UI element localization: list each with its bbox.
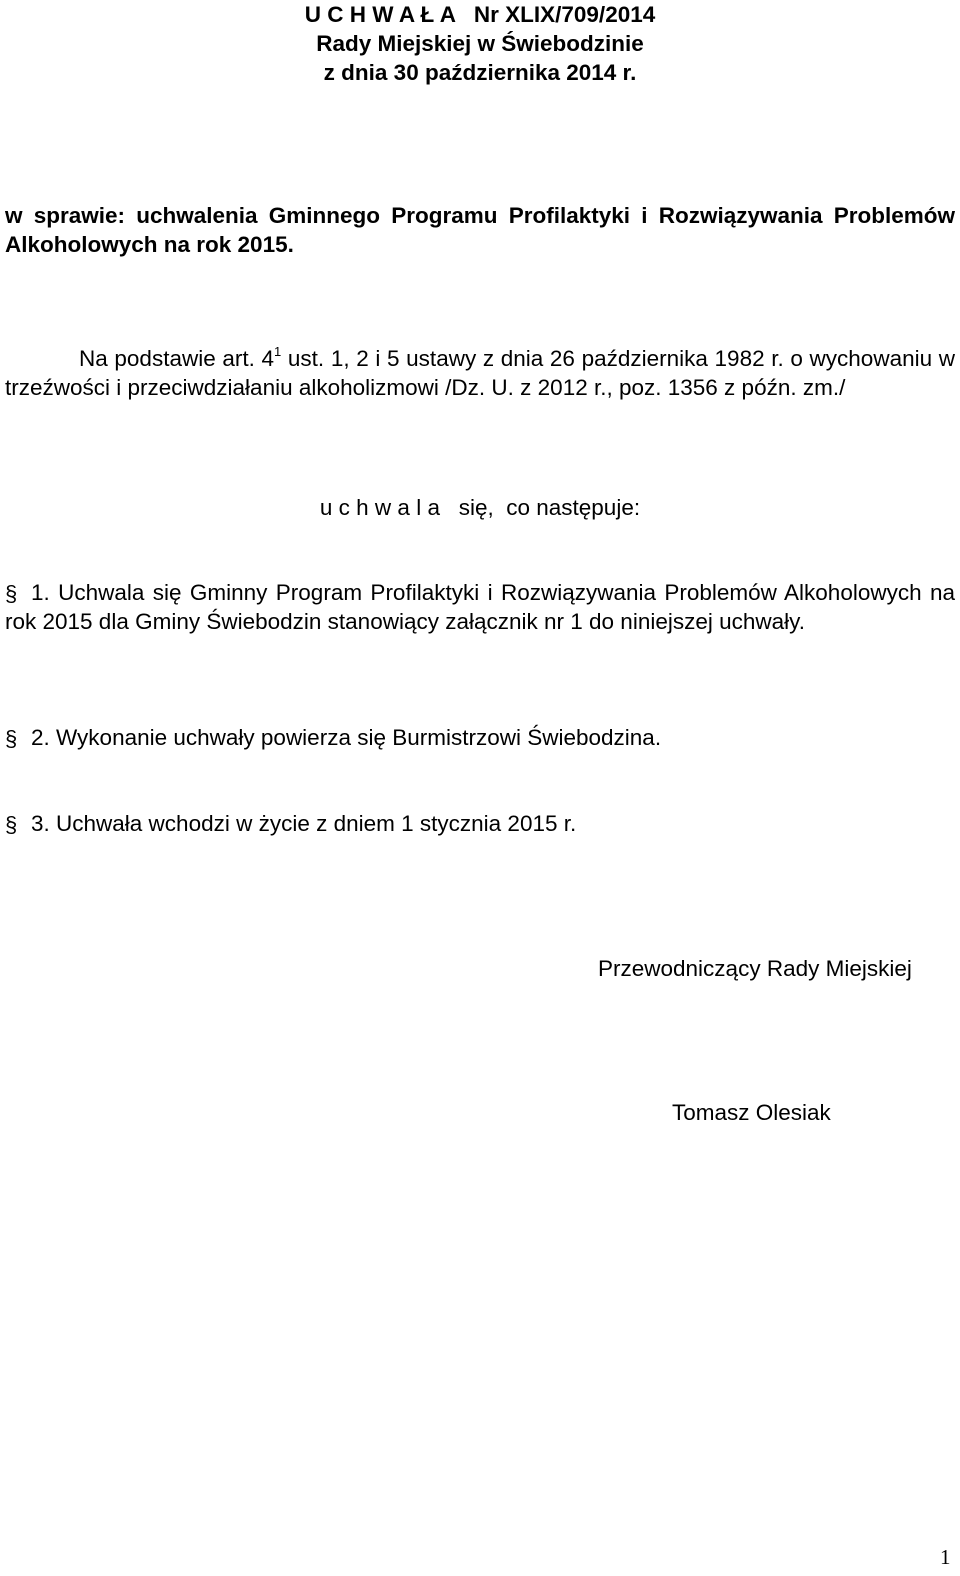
resolution-date: z dnia 30 października 2014 r.	[323, 60, 637, 85]
legal-basis-text: ust. 1, 2 i 5 ustawy z dnia 26 października 1982 r. o wychowaniu w trzeźwości i przeciwdziałaniu alkoholizmowi /Dz. U. z 2012 r., poz. 1356 z późn. zm./	[5, 346, 955, 400]
resolution-subject: w sprawie: uchwalenia Gminnego Programu Profilaktyki i Rozwiązywania Problemów Alkoholowych na rok 2015.	[5, 203, 955, 257]
council-name: Rady Miejskiej w Świebodzinie	[316, 31, 644, 56]
signatory-name: Tomasz Olesiak	[672, 1100, 831, 1125]
paragraph-2	[5, 723, 955, 752]
legal-basis-prefix: Na podstawie art. 4	[79, 346, 275, 371]
legal-basis-superscript: 1	[274, 343, 282, 359]
signatory-title: Przewodniczący Rady Miejskiej	[598, 956, 912, 981]
paragraph-1	[5, 578, 955, 636]
page-number: 1	[940, 1545, 951, 1569]
resolution-formula: u c h w a l a się, co następuje:	[319, 495, 641, 520]
paragraph-3	[5, 809, 955, 838]
paragraph-text: 3. Uchwała wchodzi w życie z dniem 1 stycznia 2015 r.	[31, 811, 577, 836]
section-mark: §	[5, 581, 18, 606]
legal-basis	[5, 344, 955, 402]
section-mark: §	[5, 726, 18, 751]
resolution-header	[0, 0, 960, 87]
paragraph-text: 2. Wykonanie uchwały powierza się Burmistrzowi Świebodzina.	[31, 725, 662, 750]
section-mark: §	[5, 812, 18, 837]
resolution-number: U C H W A Ł A Nr XLIX/709/2014	[304, 2, 656, 27]
paragraph-text: 1. Uchwala się Gminny Program Profilaktyki i Rozwiązywania Problemów Alkoholowych na rok 2015 dla Gminy Świebodzin stanowiący załącznik nr 1 do niniejszej uchwały.	[5, 580, 955, 634]
